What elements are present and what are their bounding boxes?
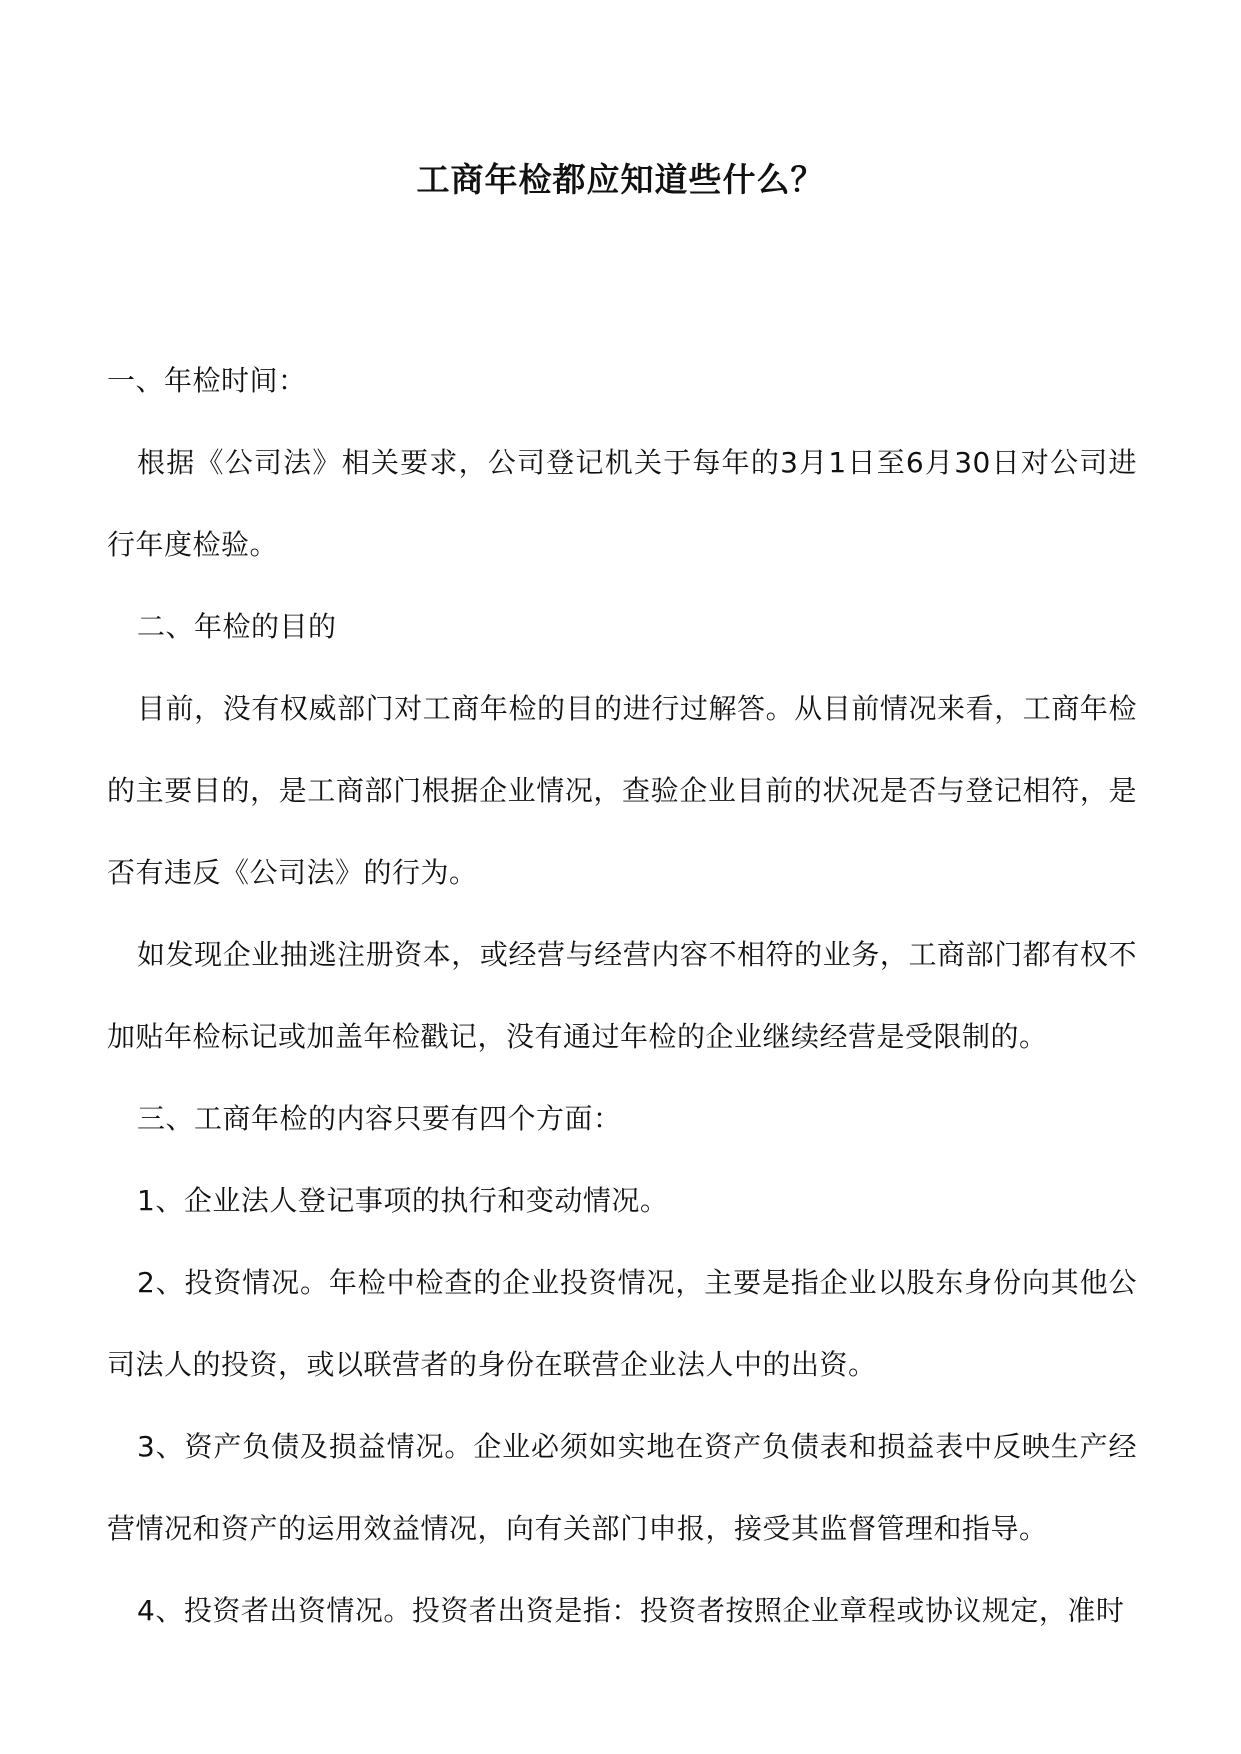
list-item: 4、投资者出资情况。投资者出资是指：投资者按照企业章程或协议规定，准时 [137, 1594, 1125, 1627]
list-item: 3、资产负债及损益情况。企业必须如实地在资产负债表和损益表中反映生产经营情况和资产的运用效益情况，向有关部门申报，接受其监督管理和指导。 [107, 1430, 1137, 1545]
section-heading-3: 三、工商年检的内容只要有四个方面： [137, 1102, 622, 1135]
list-item: 2、投资情况。年检中检查的企业投资情况，主要是指企业以股东身份向其他公司法人的投资，或以联营者的身份在联营企业法人中的出资。 [107, 1266, 1137, 1381]
document-title: 工商年检都应知道些什么？ [416, 160, 825, 199]
section-heading-2: 二、年检的目的 [137, 610, 337, 643]
paragraph: 目前，没有权威部门对工商年检的目的进行过解答。从目前情况来看，工商年检的主要目的，是工商部门根据企业情况，查验企业目前的状况是否与登记相符，是否有违反《公司法》的行为。 [107, 692, 1137, 889]
paragraph: 根据《公司法》相关要求，公司登记机关于每年的3月1日至6月30日对公司进行年度检验。 [107, 446, 1137, 561]
document-body [107, 340, 1137, 1652]
paragraph: 如发现企业抽逃注册资本，或经营与经营内容不相符的业务，工商部门都有权不加贴年检标记或加盖年检戳记，没有通过年检的企业继续经营是受限制的。 [107, 938, 1137, 1053]
list-item: 1、企业法人登记事项的执行和变动情况。 [137, 1184, 669, 1217]
section-heading-1: 一、年检时间： [107, 364, 307, 397]
